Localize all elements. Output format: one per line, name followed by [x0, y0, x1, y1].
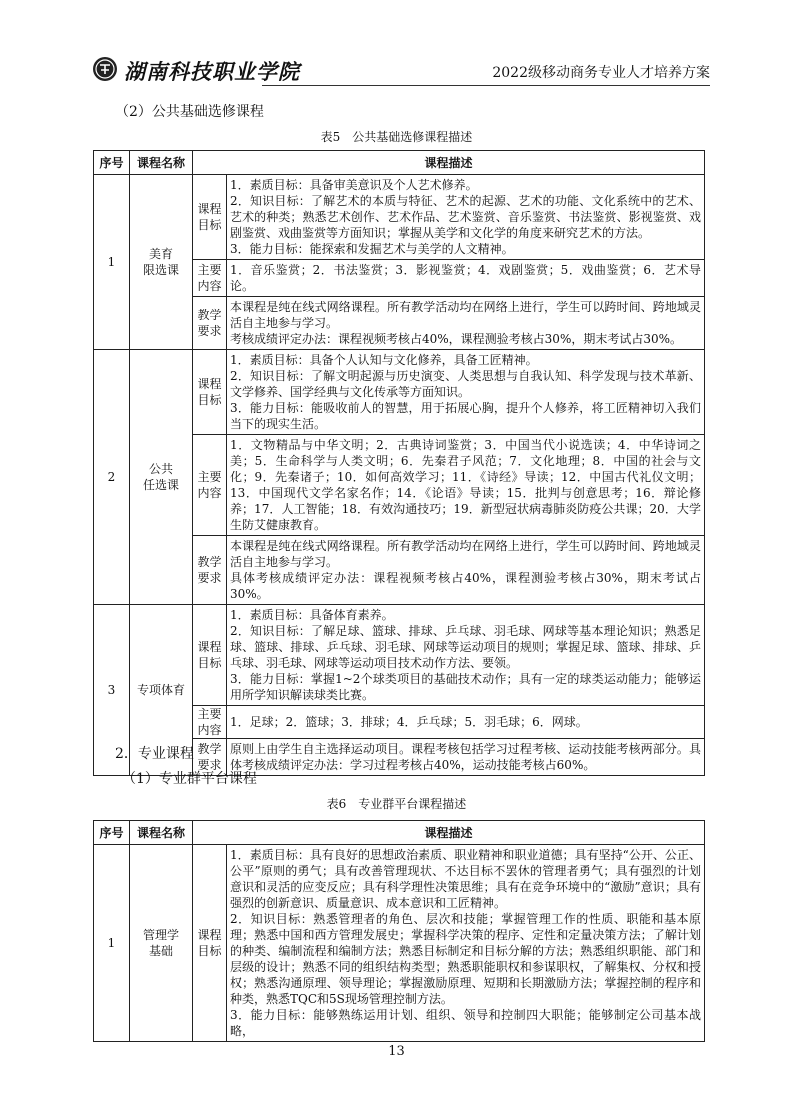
- content-label: [193, 260, 227, 297]
- goal-line: 3．能力目标：能探索和发掘艺术与美学的人文精神。: [230, 242, 514, 256]
- header-no: 序号: [94, 821, 130, 845]
- course-number: 1: [94, 175, 130, 350]
- header-name: 课程名称: [130, 821, 193, 845]
- school-logo-text: 湖南科技职业学院: [124, 59, 300, 84]
- document-title: 2022级移动商务专业人才培养方案: [492, 65, 710, 81]
- course-content-text: [227, 706, 705, 739]
- goal-line: 1．素质目标：具有良好的思想政治素质、职业精神和职业道德；具有坚持“公开、公正、公平”原则的勇气；具有改善管理现状、不达目标不罢休的管理者勇气；具有强烈的计划意识和灵活的应变反应；具有科学理性决策思维；具有在竞争环境中的“激励”意识；具有强烈的创新意识、质量意识、成本意识和工匠精神。: [230, 848, 701, 910]
- course-requirement-text: [227, 739, 705, 776]
- section-title-public-elective: （2）公共基础选修课程: [115, 104, 264, 120]
- content-label-line: 主要: [197, 470, 222, 484]
- table5-caption: 表5 公共基础选修课程描述: [320, 130, 473, 144]
- content-label-line: 内容: [197, 723, 222, 737]
- goal-label-line: 课程: [197, 640, 222, 654]
- goal-line: 3．能力目标：能够熟练运用计划、组织、领导和控制四大职能；能够制定公司基本战略，: [230, 1008, 701, 1038]
- header-desc: 课程描述: [193, 151, 705, 175]
- course-goal-text: [227, 845, 705, 1042]
- course-name-line: 任选课: [142, 478, 179, 492]
- course-name-line: 公共: [148, 462, 173, 476]
- course-name: [130, 350, 193, 605]
- course-number: 1: [94, 845, 130, 1042]
- goal-label: [193, 350, 227, 435]
- requirement-label-line: 教学: [197, 742, 222, 756]
- requirement-label: [193, 297, 227, 350]
- table-header-row: [94, 821, 705, 845]
- course-goal-text: [227, 350, 705, 435]
- course-name-line: 美育: [148, 247, 173, 261]
- table6-platform-courses: [93, 820, 705, 1042]
- course-number: 2: [94, 350, 130, 605]
- goal-line: 2．知识目标：了解文明起源与历史演变、人类思想与自我认知、科学发现与技术革新、文学修养、国学经典与文化传承等方面知识。: [230, 369, 701, 399]
- goal-line: 1．素质目标：具备体育素养。: [230, 608, 394, 622]
- goal-line: 1．素质目标：具备个人认知与文化修养，具备工匠精神。: [230, 353, 538, 367]
- course-name: [130, 175, 193, 350]
- course-number: 3: [94, 605, 130, 776]
- content-line: 1．音乐鉴赏；2．书法鉴赏；3．影视鉴赏；4．戏剧鉴赏；5．戏曲鉴赏；6．艺术导论。: [230, 263, 701, 293]
- course-name-line: 限选课: [142, 263, 179, 277]
- content-label-line: 内容: [197, 486, 222, 500]
- goal-label: [193, 175, 227, 260]
- page-header: [92, 52, 710, 88]
- course-name-line: 管理学: [142, 928, 179, 942]
- header-no: 序号: [94, 151, 130, 175]
- content-line: 1．足球；2．篮球；3．排球；4．乒乓球；5．羽毛球；6．网球。: [230, 715, 588, 729]
- course-requirement-text: [227, 536, 705, 605]
- goal-label-line: 目标: [197, 656, 222, 670]
- goal-line: 1．素质目标：具备审美意识及个人艺术修养。: [230, 178, 478, 192]
- course-name-line: 基础: [148, 944, 173, 958]
- table6-caption: 表6 专业群平台课程描述: [326, 797, 467, 811]
- goal-label-line: 课程: [197, 202, 222, 216]
- course-requirement-text: [227, 297, 705, 350]
- goal-line: 3．能力目标：能吸收前人的智慧，用于拓展心胸，提升个人修养，将工匠精神切入我们当下的现实生活。: [230, 401, 701, 431]
- goal-label: [193, 845, 227, 1042]
- goal-label-line: 课程: [197, 928, 222, 942]
- requirement-line: 原则上由学生自主选择运动项目。课程考核包括学习过程考核、运动技能考核两部分。具体考核成绩评定办法：学习过程考核占40%，运动技能考核占60%。: [230, 742, 701, 772]
- requirement-label-line: 要求: [197, 758, 222, 772]
- requirement-label-line: 要求: [197, 571, 222, 585]
- course-goal-text: [227, 175, 705, 260]
- requirement-label-line: 教学: [197, 308, 222, 322]
- content-label-line: 内容: [197, 279, 222, 293]
- header-desc: 课程描述: [193, 821, 705, 845]
- requirement-label: [193, 536, 227, 605]
- requirement-label-line: 教学: [197, 555, 222, 569]
- table-row: [94, 350, 705, 435]
- section-title-major-courses: 2．专业课程: [115, 746, 194, 762]
- requirement-line: 具体考核成绩评定办法：课程视频考核占40%，课程测验考核占30%，期末考试占30%。: [230, 571, 701, 601]
- content-label-line: 主要: [197, 707, 222, 721]
- course-content-text: [227, 260, 705, 297]
- requirement-line: 本课程是纯在线式网络课程。所有教学活动均在网络上进行，学生可以跨时间、跨地域灵活自主地参与学习。: [230, 300, 701, 330]
- content-label-line: 主要: [197, 263, 222, 277]
- table-row: [94, 175, 705, 260]
- goal-line: 3．能力目标：掌握1~2个球类项目的基础技术动作；具有一定的球类运动能力；能够运用所学知识解读球类比赛。: [230, 672, 701, 702]
- requirement-line: 考核成绩评定办法：课程视频考核占40%，课程测验考核占30%，期末考试占30%。: [230, 332, 683, 346]
- goal-label-line: 目标: [197, 218, 222, 232]
- goal-line: 2．知识目标：熟悉管理者的角色、层次和技能；掌握管理工作的性质、职能和基本原理；熟悉中国和西方管理发展史；掌握科学决策的程序、定性和定量决策方法；了解计划的种类、编制流程和编制方法；熟悉目标制定和目标分解的方法；熟悉组织职能、部门和层级的设计；熟悉不同的组织结构类型；熟悉职能职权和参谋职权，了解集权、分权和授权；熟悉沟通原理、领导理论；掌握激励原理、短期和长期激励方法；掌握控制的程序和种类，熟悉TQC和5S现场管理控制方法。: [230, 912, 701, 1006]
- table-row: [94, 605, 705, 706]
- content-label: [193, 706, 227, 739]
- requirement-label-line: 要求: [197, 324, 222, 338]
- goal-label-line: 课程: [197, 377, 222, 391]
- goal-label: [193, 605, 227, 706]
- course-goal-text: [227, 605, 705, 706]
- school-seal-icon: [92, 56, 118, 82]
- section-title-platform: （1）专业群平台课程: [122, 771, 257, 787]
- requirement-line: 本课程是纯在线式网络课程。所有教学活动均在网络上进行，学生可以跨时间、跨地域灵活自主地参与学习。: [230, 539, 701, 569]
- goal-label-line: 目标: [197, 944, 222, 958]
- page-number: 13: [388, 1044, 405, 1059]
- goal-line: 2．知识目标：了解艺术的本质与特征、艺术的起源、艺术的功能、文化系统中的艺术、艺术的种类；熟悉艺术创作、艺术作品、艺术鉴赏、音乐鉴赏、书法鉴赏、影视鉴赏、戏剧鉴赏、戏曲鉴赏等方面知识；掌握从美学和文化学的角度来研究艺术的方法。: [230, 194, 701, 240]
- content-line: 1．文物精品与中华文明；2．古典诗词鉴赏；3．中国当代小说选读；4．中华诗词之美；5．生命科学与人类文明；6．先秦君子风范；7．文化地理；8．中国的社会与文化；9．先秦诸子；10．如何高效学习；11．《诗经》导读；12．中国古代礼仪文明；13．中国现代文学名家名作；14．《论语》导读；15．批判与创意思考；16．辩论修养；17．人工智能；18．有效沟通技巧；19．新型冠状病毒肺炎防疫公共课；20．大学生防艾健康教育。: [230, 438, 701, 532]
- goal-line: 2．知识目标：了解足球、篮球、排球、乒乓球、羽毛球、网球等基本理论知识；熟悉足球、篮球、排球、乒乓球、羽毛球、网球等运动项目的规则；掌握足球、篮球、排球、乒乓球、羽毛球、网球等运动项目技术动作方法、要领。: [230, 624, 701, 670]
- table-row: [94, 845, 705, 1042]
- content-label: [193, 435, 227, 536]
- table-header-row: [94, 151, 705, 175]
- course-name-line: 专项体育: [136, 683, 185, 697]
- table5-public-elective: [93, 150, 705, 776]
- goal-label-line: 目标: [197, 393, 222, 407]
- course-content-text: [227, 435, 705, 536]
- course-name: [130, 845, 193, 1042]
- header-divider: [262, 85, 710, 86]
- header-name: 课程名称: [130, 151, 193, 175]
